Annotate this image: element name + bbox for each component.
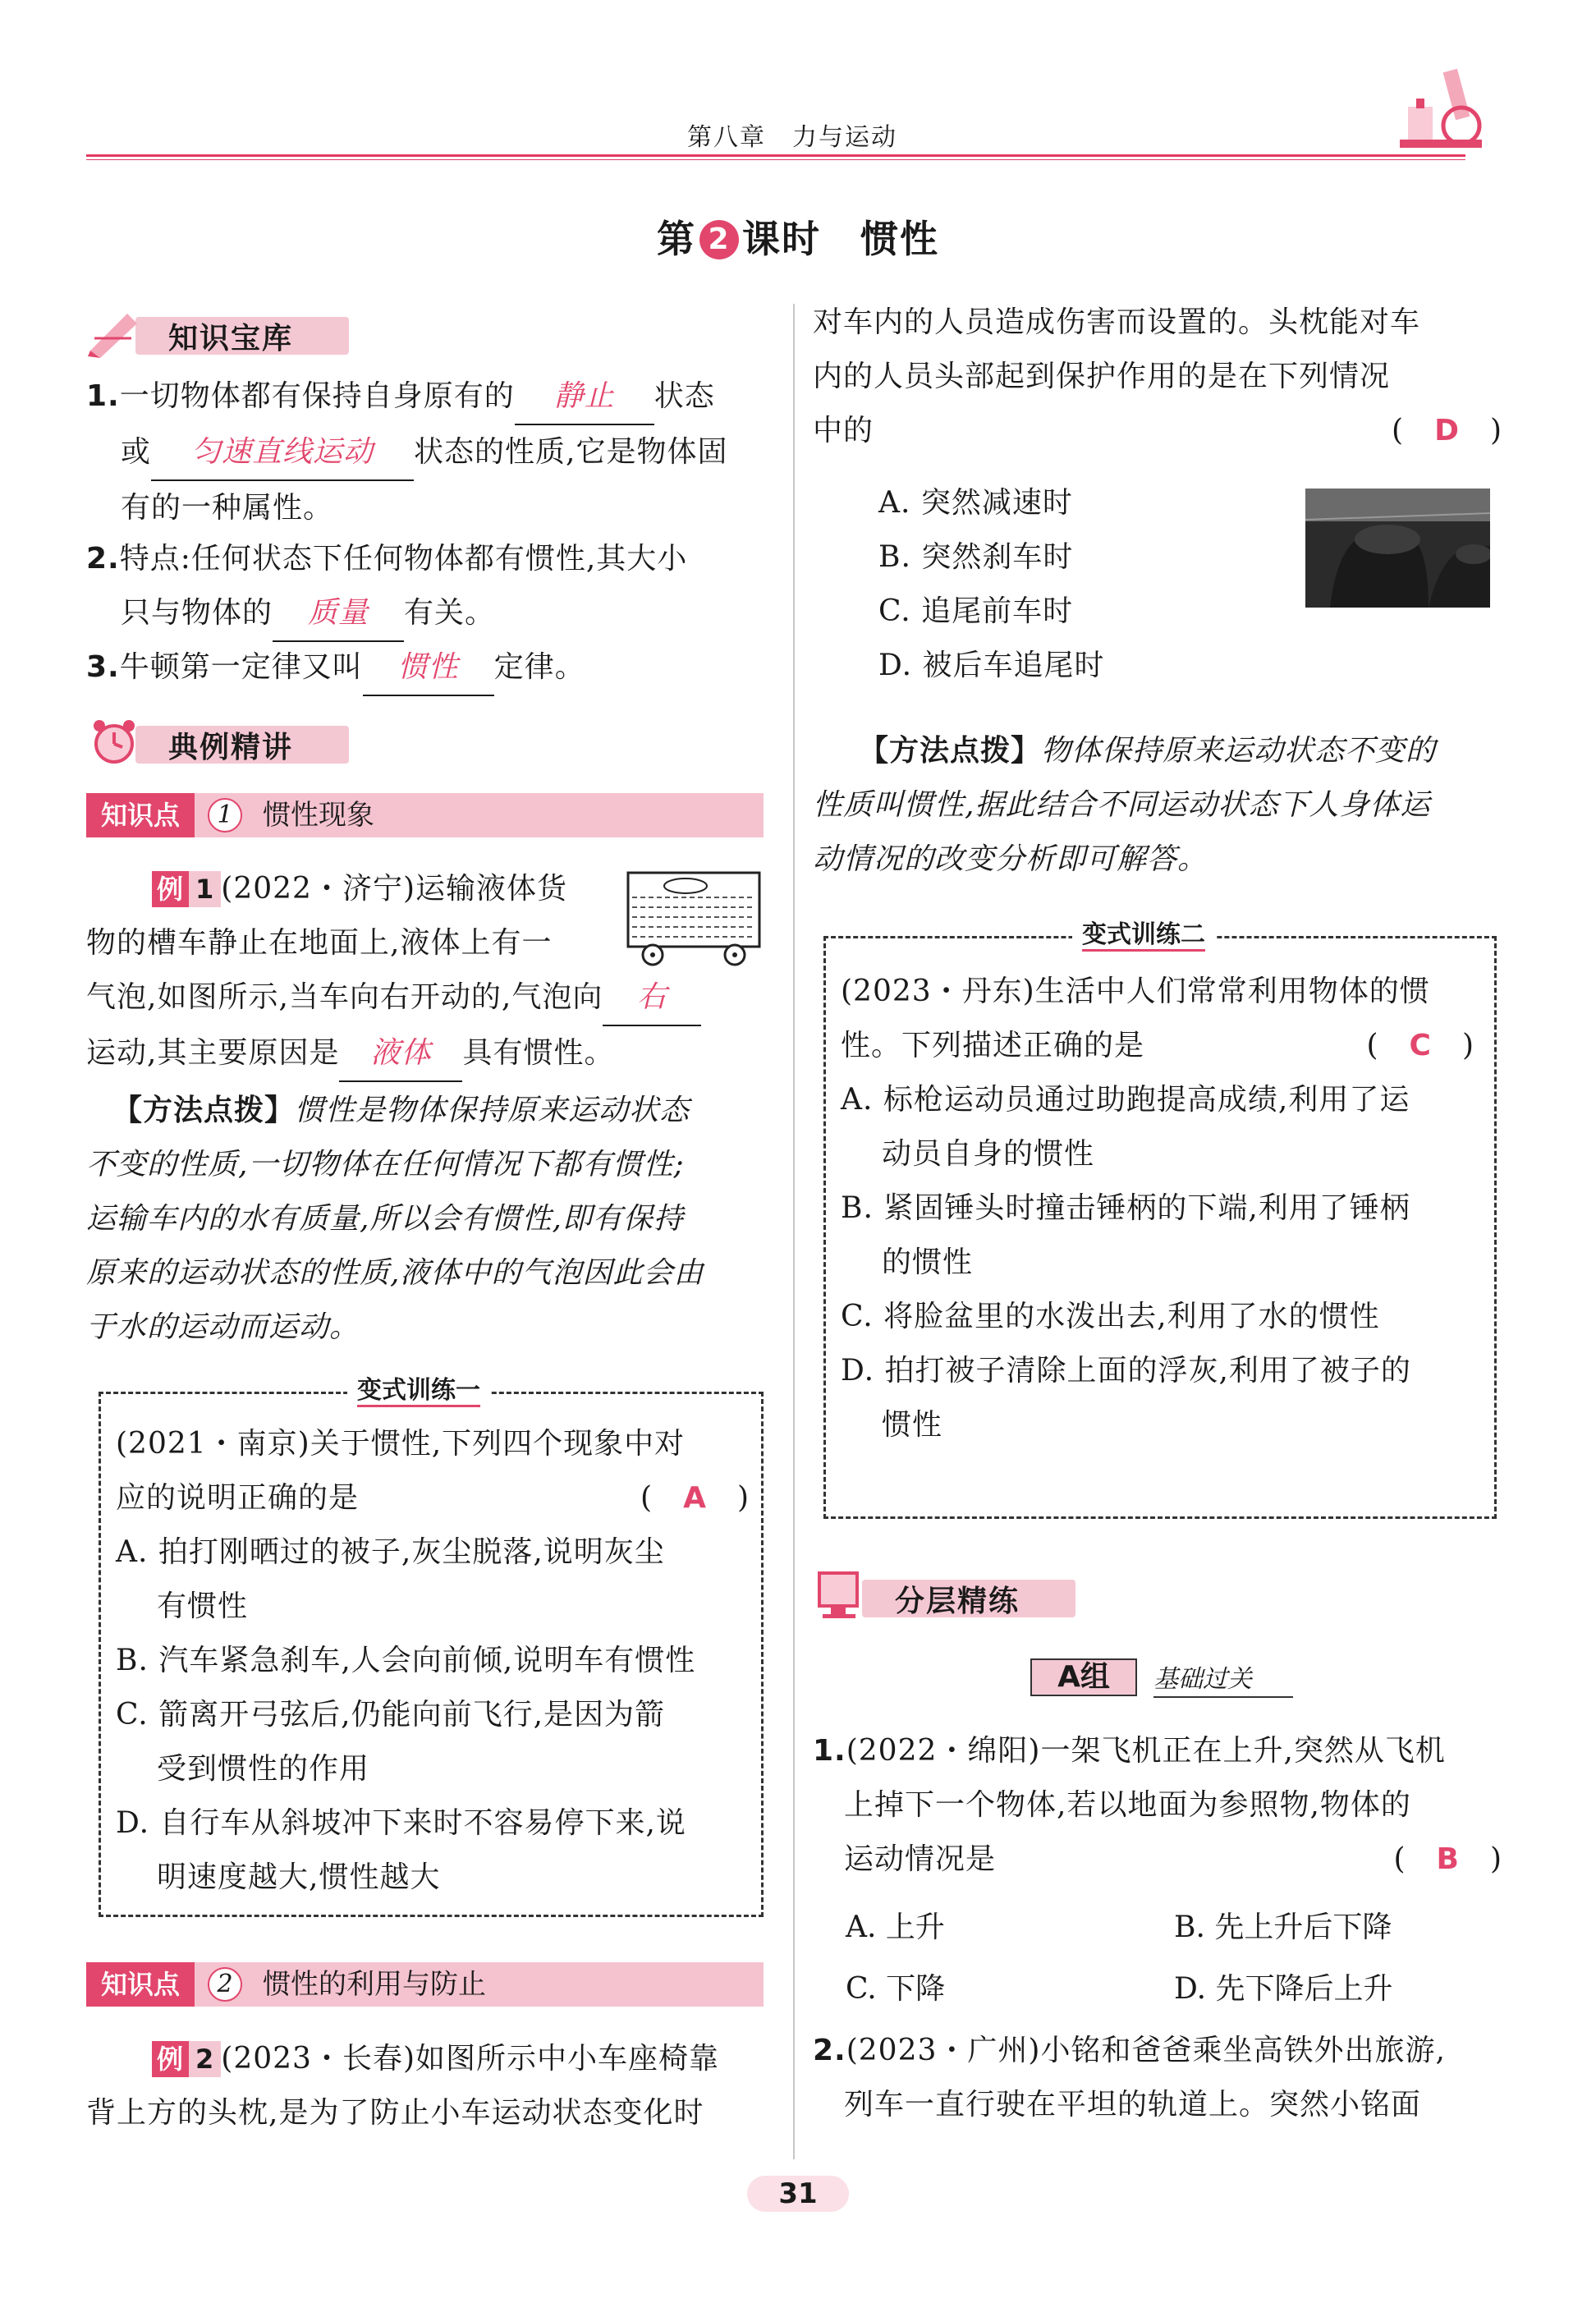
header-rule-thin — [86, 159, 1465, 160]
example-2-cont: 对车内的人员造成伤害而设置的。头枕能对车 内的人员头部起到保护作用的是在下列情况 中的 ( D ) — [813, 305, 1502, 447]
monitor-icon — [813, 1568, 870, 1621]
example-text: 中的 — [813, 414, 874, 447]
question-text: 牛顿第一定律又叫 — [119, 650, 363, 684]
section-title: 典例精讲 — [168, 731, 294, 764]
answer-blank: 右 — [603, 970, 701, 1026]
method-tag: 【方法点拨】 — [112, 1094, 296, 1127]
practice-q1-option-c: C. 下降 — [846, 1972, 946, 2006]
kp-title: 惯性现象 — [263, 799, 374, 832]
tanker-truck-figure — [620, 866, 768, 973]
question-text: 或 — [121, 435, 152, 469]
option-c: C. 箭离开弓弦后,仍能向前飞行,是因为箭 — [116, 1698, 666, 1732]
group-name: A组 — [1030, 1658, 1137, 1696]
option-a-cont: 动员自身的惯性 — [882, 1137, 1095, 1171]
option-d: D. 自行车从斜坡冲下来时不容易停下来,说 — [116, 1806, 686, 1840]
example-text: 气泡,如图所示,当车向右开动的,气泡向 — [86, 980, 603, 1014]
question-text: 定律。 — [493, 650, 585, 684]
example-number: 2 — [189, 2041, 221, 2077]
answer-blank: 液体 — [339, 1026, 462, 1082]
question-text: 状态的性质,它是物体固 — [414, 435, 728, 469]
method-text: 惯性是物体保持原来运动状态 — [295, 1094, 690, 1127]
question-number: 2. — [813, 2034, 846, 2067]
pencil-icon — [86, 305, 144, 358]
answer-blank: 静止 — [515, 369, 654, 425]
question-text: 应的说明正确的是 — [116, 1481, 360, 1515]
answer-blank: 匀速直线运动 — [151, 425, 414, 481]
answer-blank: 质量 — [273, 586, 404, 642]
option-c: C. 追尾前车时 — [878, 594, 1074, 628]
question-number: 3. — [86, 650, 120, 684]
question-text: (2021・南京)关于惯性,下列四个现象中对 — [116, 1427, 686, 1461]
knowledge-point-2 — [86, 1962, 764, 2007]
example-text: 运动,其主要原因是 — [86, 1036, 340, 1070]
answer-letter: B — [1436, 1842, 1460, 1876]
header-rule — [86, 154, 1465, 157]
variant-title — [347, 1373, 490, 1409]
example-number: 1 — [189, 871, 221, 907]
alarm-clock-icon — [86, 714, 144, 767]
kp-title: 惯性的利用与防止 — [263, 1968, 486, 2001]
answer-letter: D — [1434, 414, 1460, 447]
kp-number: 1 — [208, 798, 242, 833]
example-text: (2023・长春)如图所示中小车座椅靠 — [221, 2042, 719, 2076]
section-title: 知识宝库 — [168, 322, 294, 356]
variant-training-1 — [99, 1376, 764, 1917]
car-headrest-photo — [1305, 489, 1490, 608]
lesson-prefix: 第 — [657, 217, 696, 261]
example-text: 具有惯性。 — [462, 1036, 615, 1070]
method-text: 运输车内的水有质量,所以会有惯性,即有保持 — [86, 1202, 684, 1236]
method-text: 动情况的改变分析即可解答。 — [813, 842, 1208, 876]
question-text: (2022・绵阳)一架飞机正在上升,突然从飞机 — [846, 1734, 1446, 1768]
option-c-cont: 受到惯性的作用 — [157, 1752, 370, 1786]
method-tag: 【方法点拨】 — [859, 734, 1042, 768]
question-number: 1. — [86, 379, 120, 413]
question-text: 列车一直行驶在平坦的轨道上。突然小铭面 — [844, 2088, 1422, 2122]
example-text: 物的槽车静止在地面上,液体上有一 — [86, 926, 553, 960]
section-title: 分层精练 — [895, 1585, 1020, 1618]
practice-q1-option-d: D. 先下降后上升 — [1174, 1972, 1393, 2006]
answer-blank: 惯性 — [363, 640, 494, 696]
variant-question: (2023・丹东)生活中人们常常利用物体的惯 性。下列描述正确的是 ( C ) A. 标枪运动员通过助跑提高成绩,利用了运 动员自身的惯性 B. 紧固锤头时撞击锤柄的下端,利用了锤柄 的惯性 C. 将脸盆里的水泼出去,利用了水的惯性 D. 拍打被子清除上面的浮灰,利用了被子的 惯性 — [841, 975, 1474, 1442]
chapter-title: 第八章 力与运动 — [687, 123, 897, 152]
group-subtitle: 基础过关 — [1153, 1663, 1293, 1698]
practice-q2 — [813, 2024, 1502, 2132]
option-a: A. 突然减速时 — [878, 486, 1073, 520]
knowledge-q1 — [86, 369, 776, 535]
variant-title-text: 变式训练二 — [1082, 920, 1205, 952]
answer-letter: A — [683, 1481, 707, 1515]
variant-training-2 — [823, 920, 1497, 1519]
kp-label: 知识点 — [86, 793, 195, 837]
option-a-cont: 有惯性 — [157, 1590, 249, 1623]
option-a: A. 标枪运动员通过助跑提高成绩,利用了运 — [841, 1083, 1410, 1117]
page-header — [86, 107, 1498, 164]
example-2 — [86, 2032, 780, 2140]
question-number: 1. — [813, 1734, 846, 1768]
variant-title — [1072, 917, 1215, 953]
question-text: 有的一种属性。 — [121, 491, 334, 525]
practice-q1-option-a: A. 上升 — [846, 1911, 945, 1944]
example-text: 背上方的头枕,是为了防止小车运动状态变化时 — [86, 2096, 704, 2130]
example-tag: 例 — [152, 2041, 189, 2077]
knowledge-point-1 — [86, 793, 764, 837]
option-b: B. 突然刹车时 — [878, 540, 1074, 574]
question-text: 有关。 — [404, 596, 496, 630]
example-text: (2022・济宁)运输液体货 — [221, 872, 567, 906]
knowledge-q2 — [86, 532, 776, 642]
lesson-suffix: 课时 惯性 — [742, 217, 939, 261]
option-b: B. 紧固锤头时撞击锤柄的下端,利用了锤柄 — [841, 1191, 1410, 1225]
method-tip-1 — [86, 1084, 776, 1355]
method-text: 于水的运动而运动。 — [86, 1310, 360, 1344]
option-b: B. 汽车紧急刹车,人会向前倾,说明车有惯性 — [116, 1644, 696, 1677]
answer-letter: C — [1409, 1029, 1432, 1062]
practice-q1-option-b: B. 先上升后下降 — [1174, 1911, 1392, 1944]
kp-number: 2 — [208, 1967, 242, 2002]
option-d-cont: 明速度越大,惯性越大 — [157, 1860, 441, 1894]
method-text: 性质叫惯性,据此结合不同运动状态下人身体运 — [813, 788, 1431, 822]
question-text: 性。下列描述正确的是 — [841, 1029, 1145, 1062]
question-number: 2. — [86, 542, 120, 576]
method-text: 不变的性质,一切物体在任何情况下都有惯性; — [86, 1148, 685, 1181]
example-text: 对车内的人员造成伤害而设置的。头枕能对车 — [813, 305, 1421, 339]
option-d-cont: 惯性 — [882, 1408, 943, 1442]
lesson-title — [0, 209, 1596, 264]
question-text: 运动情况是 — [844, 1842, 997, 1876]
question-text: (2023・丹东)生活中人们常常利用物体的惯 — [841, 975, 1430, 1008]
question-text: 上掉下一个物体,若以地面为参照物,物体的 — [844, 1788, 1411, 1822]
question-text: 只与物体的 — [121, 596, 273, 630]
example-text: 内的人员头部起到保护作用的是在下列情况 — [813, 360, 1391, 393]
method-tip-2 — [813, 724, 1502, 887]
method-text: 原来的运动状态的性质,液体中的气泡因此会由 — [86, 1256, 704, 1290]
section-practice — [813, 1568, 1092, 1621]
kp-label: 知识点 — [86, 1962, 195, 2007]
microscope-icon — [1392, 62, 1490, 160]
section-knowledge — [86, 305, 365, 358]
section-examples — [86, 714, 365, 767]
example-2-options — [878, 476, 1289, 693]
question-text: 状态 — [654, 379, 715, 413]
variant-question: (2021・南京)关于惯性,下列四个现象中对 应的说明正确的是 ( A ) A. 拍打刚晒过的被子,灰尘脱落,说明灰尘 有惯性 B. 汽车紧急刹车,人会向前倾,说明车有惯性 C. 箭离开弓弦后,仍能向前飞行,是因为箭 受到惯性的作用 D. 自行车从斜坡冲下来时不容易停下来,说 明速度越大,惯性越大 — [116, 1427, 750, 1894]
question-text: 一切物体都有保持自身原有的 — [119, 379, 515, 413]
option-c: C. 将脸盆里的水泼出去,利用了水的惯性 — [841, 1300, 1380, 1333]
example-tag: 例 — [152, 871, 189, 907]
question-text: (2023・广州)小铭和爸爸乘坐高铁外出旅游, — [846, 2034, 1446, 2067]
page-number: 31 — [778, 2177, 818, 2210]
method-text: 物体保持原来运动状态不变的 — [1041, 734, 1437, 768]
practice-q1: 1.(2022・绵阳)一架飞机正在上升,突然从飞机 上掉下一个物体,若以地面为参照物,物体的 运动情况是 ( B ) — [813, 1734, 1502, 1876]
option-d: D. 被后车追尾时 — [878, 649, 1105, 682]
option-d: D. 拍打被子清除上面的浮灰,利用了被子的 — [841, 1354, 1411, 1388]
column-divider — [793, 304, 795, 2159]
option-b-cont: 的惯性 — [882, 1245, 974, 1279]
question-text: 特点:任何状态下任何物体都有惯性,其大小 — [119, 542, 688, 576]
knowledge-q3 — [86, 640, 776, 696]
variant-title-text: 变式训练一 — [357, 1376, 480, 1407]
lesson-number-badge: 2 — [699, 220, 739, 259]
option-a: A. 拍打刚晒过的被子,灰尘脱落,说明灰尘 — [116, 1535, 665, 1569]
